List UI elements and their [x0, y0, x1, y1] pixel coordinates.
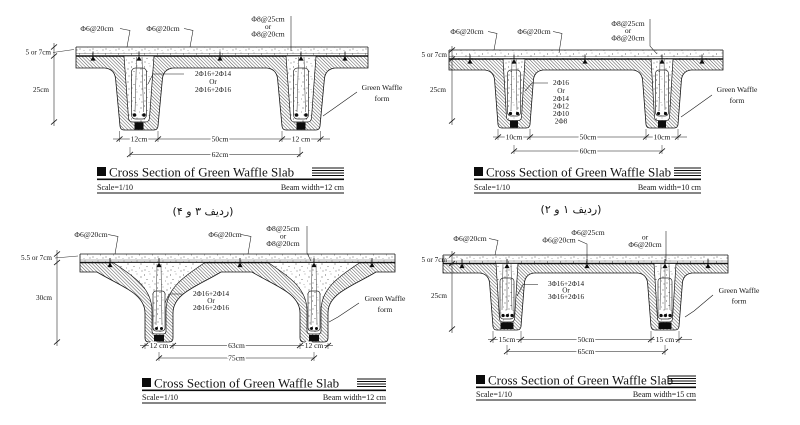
panel-title: Cross Section of Green Waffle Slab: [154, 375, 340, 391]
slab-thickness-dim: 5 or 7cm: [421, 51, 447, 59]
mesh-label-mid: Φ6@20cm: [146, 24, 180, 33]
rib-width-right-dim: 10cm: [653, 132, 671, 142]
rib-rebar-line3: 2Φ16+2Φ16: [192, 304, 230, 312]
rib-rebar-line3: 3Φ16+2Φ16: [547, 293, 585, 301]
total-width-dim: 75cm: [228, 353, 245, 363]
waffle-form-hatch: [449, 59, 723, 128]
rib-right: [286, 56, 316, 130]
rib-width-right-dim: 12 cm: [291, 134, 311, 144]
rib-depth-dim: 25cm: [33, 86, 49, 94]
span-dim: 50cm: [577, 335, 595, 344]
concrete-topping: [76, 47, 368, 56]
top-bar-label-1: Φ8@25cm: [611, 19, 645, 28]
form-label-line1: Green Waffle: [716, 85, 758, 94]
rib-width-right-dim: 12 cm: [304, 341, 324, 350]
top-bar-label-3: Φ8@20cm: [611, 33, 645, 43]
cross-section-panel-bottom-right: [421, 228, 760, 400]
rib-left: [503, 59, 525, 128]
rib-right: [651, 59, 673, 128]
mid-upper-label: Φ6@25cm: [571, 228, 605, 237]
concrete-topping: [80, 254, 395, 263]
scale-note: Scale=1/10: [97, 183, 134, 192]
panel-caption-farsi: (ردیف ۱ و ۲): [540, 203, 602, 216]
top-bar-label-2: or: [279, 231, 287, 241]
rib-left: [124, 56, 154, 130]
top-bar-label-2: or: [264, 22, 272, 31]
cross-section-panel-bottom-left: [21, 224, 406, 403]
rib-rebar-line2: Or: [557, 87, 565, 95]
slab-thickness-dim: 5 or 7cm: [25, 48, 51, 57]
beam-width-note: Beam width=10 cm: [637, 183, 701, 192]
mesh-label-mid: Φ6@20cm: [517, 27, 551, 36]
slab-thickness-dim: 5.5 or 7cm: [21, 254, 52, 262]
top-bar-label-3: Φ8@20cm: [266, 239, 300, 248]
mesh-label-left: Φ6@20cm: [453, 234, 487, 243]
waffle-form-hatch: [443, 264, 728, 331]
form-label-line2: form: [374, 94, 390, 103]
form-label-line1: Green Waffle: [718, 286, 760, 295]
panel-title: Cross Section of Green Waffle Slab: [488, 372, 674, 388]
rib-depth-dim: 30cm: [36, 294, 52, 302]
title-hatch-icon: [674, 168, 701, 176]
scale-note: Scale=1/10: [474, 183, 511, 192]
rib-rebar-line1: 3Φ16+2Φ14: [547, 280, 585, 288]
title-block: [474, 165, 702, 194]
rib-rebar-line1: 2Φ16+2Φ14: [194, 70, 232, 78]
mesh-label-left: Φ6@20cm: [74, 230, 108, 239]
rib-width-left-dim: 10cm: [505, 132, 523, 142]
span-dim: 63cm: [228, 341, 245, 350]
waffle-form-hatch: [80, 263, 395, 343]
span-dim: 50cm: [579, 132, 597, 142]
mesh-label-left: Φ6@20cm: [80, 24, 114, 33]
form-label-line1: Green Waffle: [364, 294, 406, 303]
rib-width-left-dim: 12cm: [130, 134, 148, 144]
panel-title: Cross Section of Green Waffle Slab: [109, 164, 295, 180]
rib-rebar-line2: Or: [209, 78, 217, 86]
form-label-line2: form: [729, 96, 745, 105]
rib-left: [496, 264, 518, 330]
beam-width-note: Beam width=12 cm: [280, 183, 344, 192]
span-dim: 50cm: [211, 134, 229, 144]
rib-rebar-line2: Or: [562, 286, 570, 295]
rib-rebar-line3: 2Φ16+2Φ16: [194, 86, 232, 94]
top-bar-label-2: or: [641, 232, 649, 242]
mesh-label-left: Φ6@20cm: [450, 27, 484, 36]
scale-note: Scale=1/10: [142, 393, 179, 402]
top-bar-label-1: Φ8@25cm: [251, 14, 285, 24]
title-block: [97, 165, 345, 194]
top-bar-label-3: Φ8@20cm: [251, 29, 285, 39]
rib-depth-dim: 25cm: [430, 86, 446, 94]
rib-right: [654, 264, 676, 330]
top-bar-label-1: Φ8@25cm: [266, 224, 300, 233]
cross-section-panel-top-left: [25, 15, 403, 219]
cross-section-panel-top-right: [421, 19, 758, 216]
total-width-dim: 62cm: [211, 150, 229, 159]
form-label-line1: Green Waffle: [361, 83, 403, 92]
rib-width-right-dim: 15 cm: [655, 335, 675, 344]
rib-rebar-line1: 2Φ16+2Φ14: [192, 290, 230, 298]
title-square-icon: [97, 167, 106, 176]
rib-rebar-line1: 2Φ16: [552, 79, 570, 87]
form-label-line2: form: [731, 296, 747, 306]
rib-depth-dim: 25cm: [431, 292, 447, 300]
beam-width-note: Beam width=15 cm: [632, 390, 696, 399]
mesh-label-mid: Φ6@20cm: [208, 230, 242, 239]
form-label-line2: form: [377, 305, 393, 314]
title-hatch-icon: [312, 168, 344, 176]
slab-thickness-dim: 5 or 7cm: [421, 256, 447, 264]
title-square-icon: [142, 378, 151, 387]
title-square-icon: [474, 167, 483, 176]
title-block: [476, 373, 697, 401]
top-bar-label-3: Φ6@20cm: [628, 240, 662, 249]
total-width-dim: 65cm: [577, 347, 595, 356]
title-square-icon: [476, 375, 485, 384]
title-block: [142, 376, 387, 404]
rib-rebar-line5: 2Φ10: [552, 110, 570, 118]
rib-width-left-dim: 15cm: [498, 335, 516, 344]
rib-width-left-dim: 12 cm: [149, 341, 169, 350]
top-bar-label-2: or: [624, 26, 632, 35]
slab-drawing: [443, 255, 728, 330]
rib-rebar-line6: 2Φ8: [554, 117, 568, 126]
total-width-dim: 60cm: [579, 146, 597, 156]
mesh-label-mid: Φ6@20cm: [542, 235, 576, 245]
panel-caption-farsi: (ردیف ۳ و ۴): [172, 205, 234, 218]
concrete-topping: [443, 255, 728, 264]
title-hatch-icon: [357, 379, 386, 387]
concrete-topping: [449, 50, 723, 59]
rib-rebar-line3: 2Φ14: [552, 95, 570, 103]
slab-drawing: [80, 254, 395, 342]
rib-rebar-line2: Or: [207, 297, 215, 305]
beam-width-note: Beam width=12 cm: [322, 393, 386, 402]
scale-note: Scale=1/10: [476, 390, 513, 399]
panel-title: Cross Section of Green Waffle Slab: [486, 164, 672, 180]
rib-rebar-line4: 2Φ12: [552, 102, 570, 111]
